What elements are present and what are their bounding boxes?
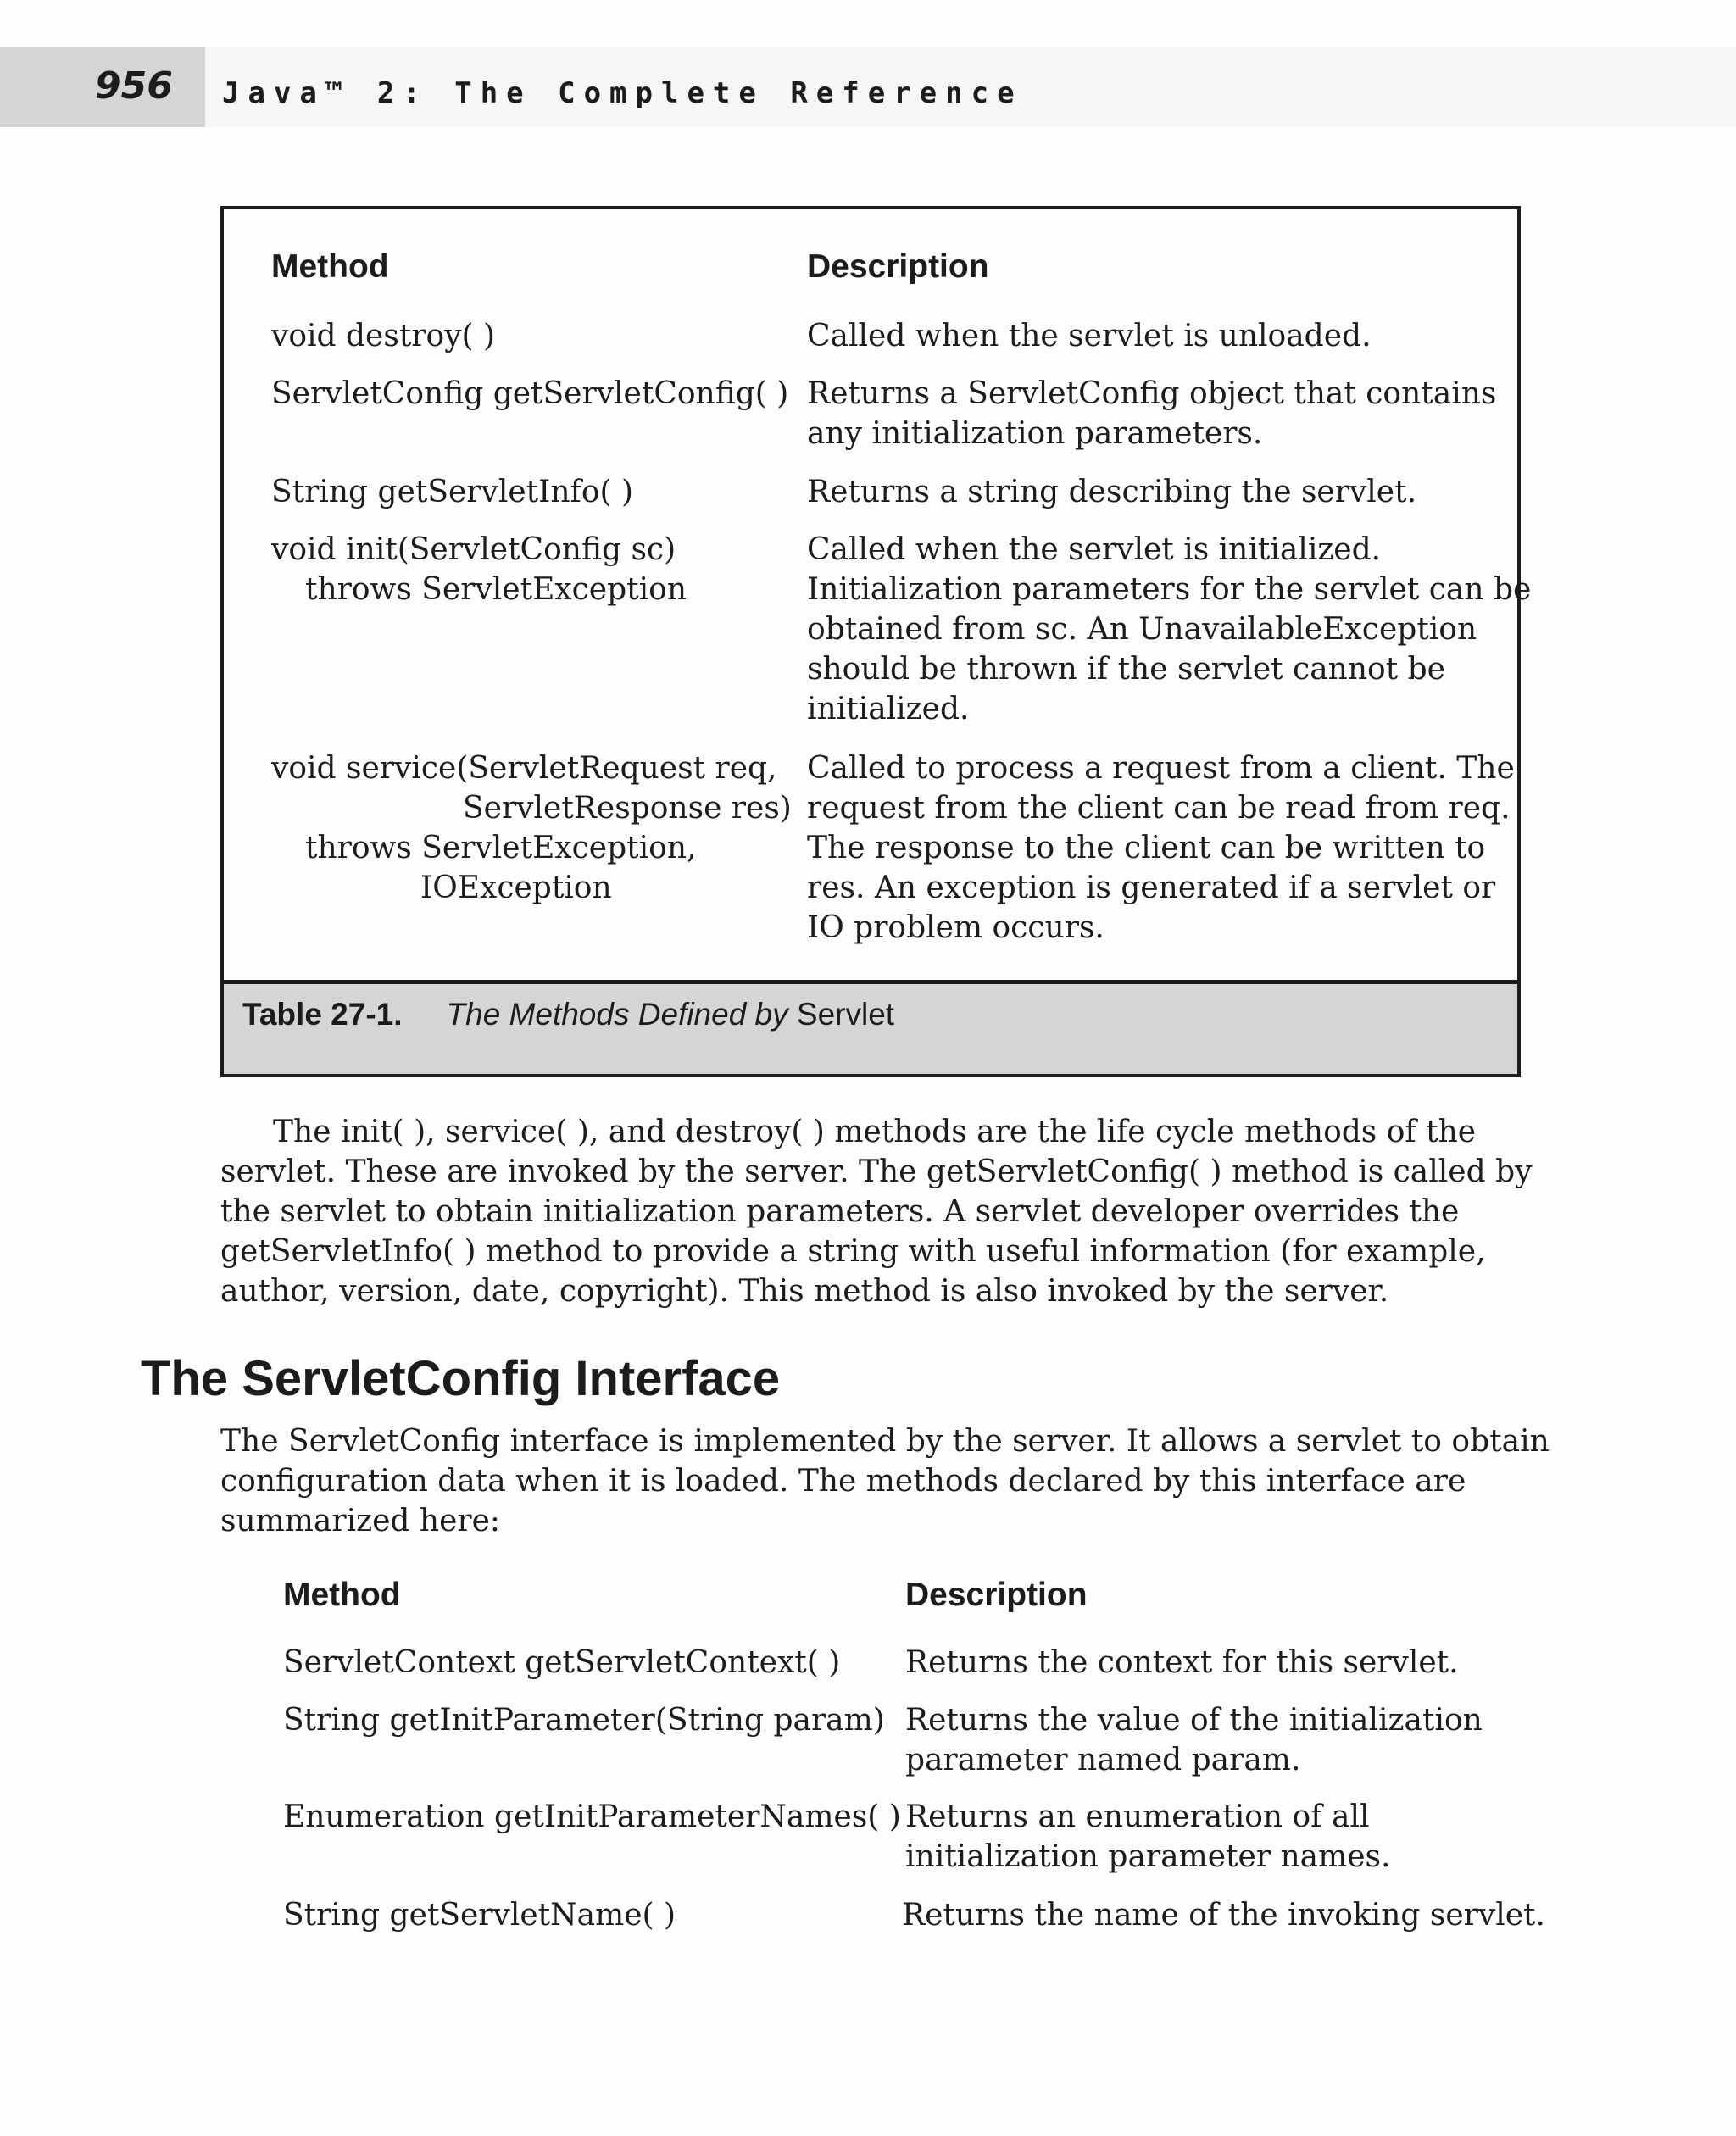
description-cell: Returns a string describing the servlet. [807, 475, 1417, 509]
description-cell: Returns an enumeration of all initialization parameter names. [905, 1799, 1391, 1874]
description-column-header: Description [905, 1577, 1088, 1613]
method-cell: ServletConfig getServletConfig( ) [271, 376, 789, 411]
body-paragraph-servletconfig: The ServletConfig interface is implemented by the server. It allows a servlet to obtain configuration data when it is loaded. The methods declared by this interface are summarized here: [220, 1424, 1550, 1538]
method-cell: ServletContext getServletContext( ) [283, 1645, 841, 1680]
method-column-header: Method [283, 1577, 401, 1613]
description-column-header: Description [807, 248, 989, 285]
method-cell: void service(ServletRequest req, ServletResponse res) throws ServletException, IOException [271, 751, 792, 905]
description-cell: Called when the servlet is unloaded. [807, 319, 1372, 353]
method-cell: String getInitParameter(String param) [283, 1703, 885, 1738]
table-caption: Table 27-1. The Methods Defined by Servlet [242, 997, 895, 1032]
table-27-1 [220, 206, 1532, 1077]
method-cell: String getServletName( ) [283, 1898, 676, 1933]
page-number: 956 [95, 64, 173, 108]
method-cell: String getServletInfo( ) [271, 475, 634, 509]
description-cell: Called to process a request from a client. The request from the client can be read from req. The response to the client can be written to res. An exception is generated if a servlet or IO problem occurs. [807, 751, 1515, 945]
book-title: Java™ 2: The Complete Reference [222, 76, 1023, 110]
description-cell: Returns the name of the invoking servlet. [902, 1898, 1545, 1933]
method-column-header: Method [271, 248, 389, 285]
description-cell: Returns the value of the initialization parameter named param. [905, 1703, 1483, 1777]
description-cell: Returns a ServletConfig object that contains any initialization parameters. [807, 376, 1497, 451]
description-cell: Called when the servlet is initialized. Initialization parameters for the servlet can be obtained from sc. An UnavailableException should be thrown if the servlet cannot be initialized. [807, 532, 1532, 726]
body-paragraph-lifecycle: The init( ), service( ), and destroy( ) methods are the life cycle methods of the servlet. These are invoked by the server. The getServletConfig( ) method is called by the servlet to obtain initialization parameters. A servlet developer overrides the getServletInfo( ) method to provide a string with useful information (for example, author, version, date, copyright). This method is also invoked by the server. [220, 1115, 1533, 1309]
method-cell: void init(ServletConfig sc) throws ServletException [271, 532, 687, 607]
section-heading: The ServletConfig Interface [141, 1351, 781, 1406]
method-cell: Enumeration getInitParameterNames( ) [283, 1799, 901, 1834]
description-cell: Returns the context for this servlet. [905, 1645, 1459, 1680]
method-cell: void destroy( ) [271, 319, 496, 353]
table-caption-band [224, 980, 1517, 1074]
